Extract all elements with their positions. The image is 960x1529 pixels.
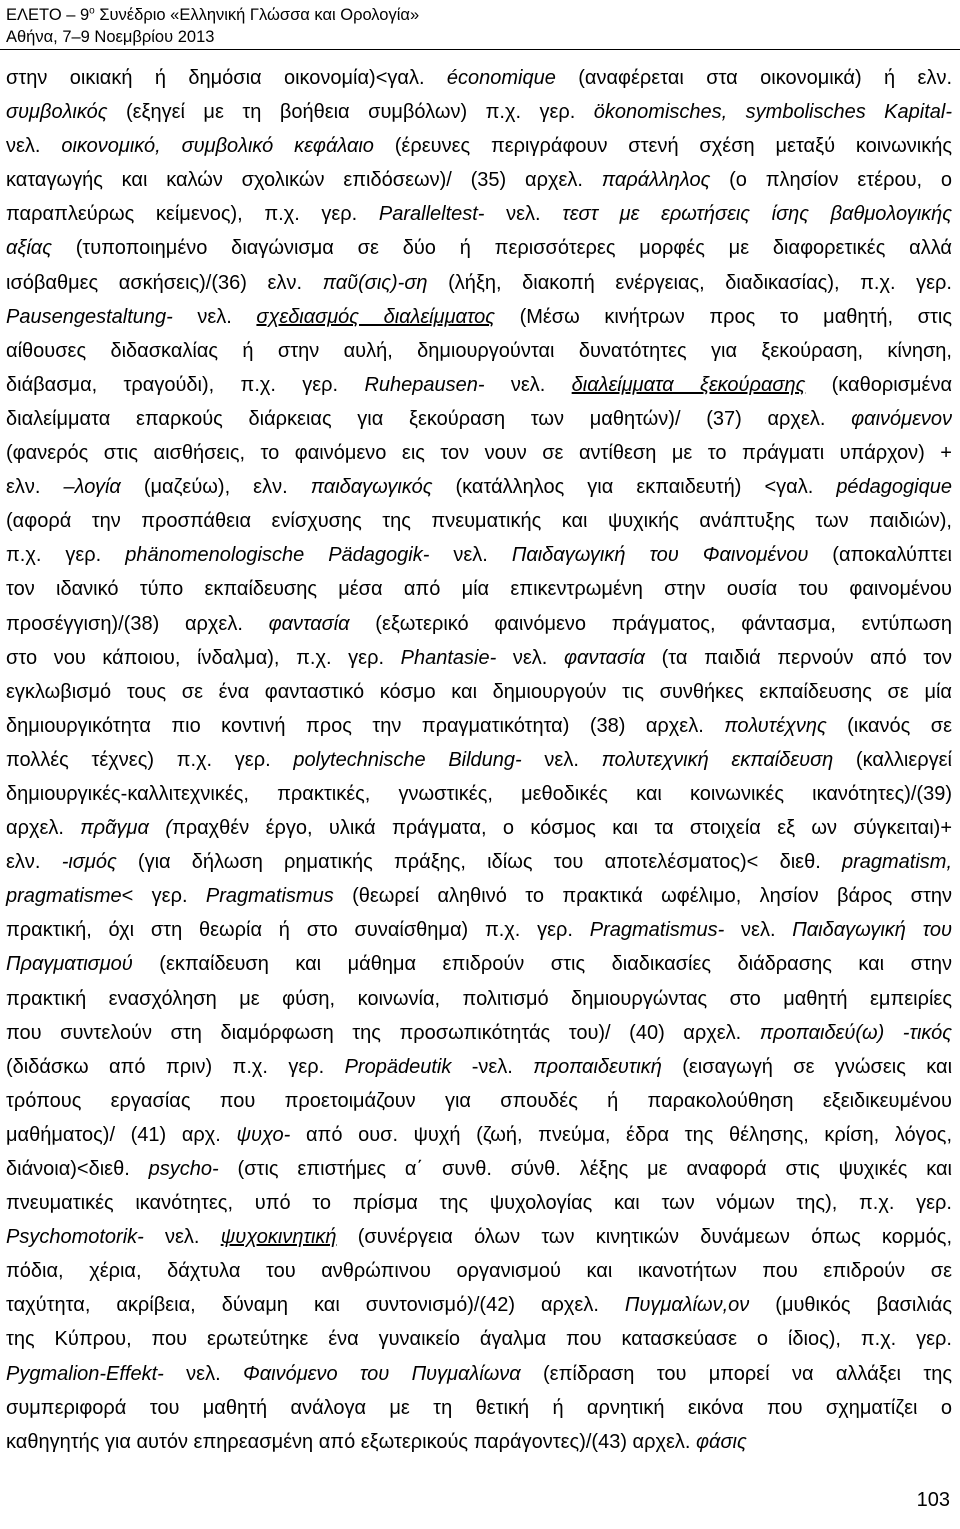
text-line [6,1050,952,1084]
text-line [6,947,952,981]
text-segment: (κατάλληλος για εκπαιδευτή) <γαλ. [432,476,837,499]
text-line [6,1152,952,1186]
italic-term: Ruhepausen- [364,373,485,396]
text-segment: τρόπους εργασίας που προετοιμάζουν για σπουδές ή παρακολούθηση εξειδικευμένου [6,1089,952,1112]
header-divider [0,49,960,50]
text-segment: νελ. [172,305,257,328]
text-segment: (Μέσω κινήτρων προς το μαθητή, στις [495,305,952,328]
text-segment: ελν. [6,476,64,499]
running-header [6,4,646,48]
text-segment: νελ. [163,1362,243,1385]
italic-term: Παιδαγωγική του [792,919,952,942]
text-segment: διάνοια)<διεθ. [6,1158,149,1180]
text-line [6,641,952,675]
italic-term: pédagogique [836,476,952,499]
text-line [6,1254,952,1288]
text-segment: εγκλωβισμό τους σε ένα φανταστικό κόσμο και δημιουργούν τις συνθήκες εκπαίδευσης σε μία [6,680,952,703]
text-segment: πραχθέν έργο, υλικά πράγματα, ο κόσμος και τα στοιχεία εξ ων σύγκειται)+ [171,817,953,840]
italic-term: πολυτεχνική εκπαίδευση [601,748,834,771]
header-ordinal: ο [89,5,95,17]
text-line [6,197,952,231]
text-line [6,1357,952,1391]
text-segment: στην οικιακή ή δημόσια οικονομία)<γαλ. [6,67,447,89]
text-line [6,572,952,606]
text-segment: (εξηγεί με τη βοήθεια συμβόλων) π.χ. γερ. [107,101,594,124]
text-segment: νελ. [724,919,793,942]
text-line [6,95,952,129]
text-segment: (φανερός στις αισθήσεις, το φαινόμενο εις τον νουν σε αντίθεση με το πράγματι υπάρχον) + [6,442,952,465]
italic-term: φαινόμενον [851,407,952,430]
text-segment: νελ. [496,646,564,669]
italic-term: -ισμός [61,851,117,874]
underlined-term: ψυχοκινητική [220,1226,337,1249]
main-text [6,61,952,1459]
italic-term: προπαιδευτική [533,1055,662,1078]
italic-term: Pygmalion-Effekt- [6,1362,164,1385]
text-segment: (έρευνες περιγράφουν στενή σχέση μεταξύ κοινωνικής [373,135,952,158]
text-segment: νελ. [429,544,512,567]
italic-term: φάσις [696,1430,747,1453]
italic-term: Παιδαγωγική του Φαινομένου [511,544,809,567]
text-segment: π.χ. γερ. [6,544,126,567]
italic-term: Propädeutik [344,1055,452,1078]
text-segment: (αποκαλύπτει [808,544,952,567]
text-segment: δημιουργικότητα πιο κοντινή προς την πραγματικότητα) (38) αρχελ. [6,714,725,737]
header-title [6,4,646,26]
text-line [6,266,952,300]
text-segment: (για δήλωση ρηματικής πράξης, ιδίως του αποτελέσματος)< διεθ. [116,851,842,874]
italic-term: Pragmatismus- [589,919,725,942]
text-segment: αίθουσες διδασκαλίας ή στην αυλή, δημιουργούνται δυνατότητες για ξεκούραση, κίνηση, [6,339,952,362]
text-segment: (καλλιεργεί [833,748,952,771]
italic-term: Psychomotorik- [6,1226,144,1249]
text-segment: < γερ. [121,885,206,908]
text-segment: (καθορισμένα [805,373,953,396]
text-segment: ταχύτητα, ακρίβεια, δύναμη και συντονισμό)/(42) αρχελ. [6,1294,625,1317]
text-segment: που συντελούν στη διαμόρφωση της προσωπικότητάς του)/ (40) αρχελ. [6,1021,760,1044]
text-segment: νελ. [521,748,602,771]
italic-term: προπαιδεύ(ω) -τικός [759,1021,952,1044]
text-line [6,1118,952,1152]
italic-term: psycho- [148,1158,219,1180]
header-date-place: Αθήνα, 7–9 Νοεμβρίου 2013 [6,28,215,46]
text-line [6,231,952,265]
text-line [6,163,952,197]
text-segment: διαλείμματα επαρκούς διάρκειας για ξεκούραση των μαθητών)/ (37) αρχελ. [6,407,852,430]
text-segment: πόδια, χέρια, δάχτυλα του ανθρώπινου οργανισμού και ικανοτήτων που επιδρούν σε [6,1260,952,1283]
text-segment: (μαζεύω), ελν. [120,476,311,499]
text-segment: (επίδραση του μπορεί να αλλάξει της [520,1362,952,1385]
text-line [6,61,952,95]
italic-term: phänomenologische Pädagogik- [125,544,430,567]
text-line [6,777,952,811]
text-segment: (συνέργεια όλων των κινητικών δυνάμεων όπως κορμός, [336,1226,953,1249]
underlined-term: σχεδιασμός διαλείμματος [256,305,495,328]
text-segment: ελν. [6,851,62,874]
text-line [6,470,952,504]
text-line [6,334,952,368]
text-segment: ισόβαθμες ασκήσεις)/(36) ελν. [6,271,323,294]
text-segment: (τα παιδιά περνούν από τον [644,646,952,669]
text-line [6,300,952,334]
italic-term: παῦ(σις)-ση [322,271,428,294]
text-segment: πνευματικές ικανότητες, υπό το πρίσμα της ψυχολογίας και των νόμων της), π.χ. γερ. [6,1192,952,1215]
text-line [6,368,952,402]
text-segment: της Κύπρου, που ερωτεύτηκε ένα γυναικείο άγαλμα που κατασκεύασε ο ίδιος), π.χ. γερ. [6,1328,952,1351]
text-line [6,1425,952,1459]
text-line [6,129,952,163]
italic-term: Pausengestaltung- [6,305,173,328]
text-segment: (μυθικός βασιλιάς [749,1294,952,1317]
text-segment: καταγωγής και καλών σχολικών επιδόσεων)/ (35) αρχελ. [6,169,602,192]
text-line [6,1220,952,1254]
text-segment: πρακτική, όχι στη θεωρία ή στο συναίσθημα) π.χ. γερ. [6,919,590,942]
text-line [6,709,952,743]
text-segment: νελ. [6,135,62,158]
text-line [6,982,952,1016]
underlined-term: διαλείμματα ξεκούρασης [571,373,806,396]
header-title-rest: Συνέδριο «Ελληνική Γλώσσα και Ορολογία» [94,6,420,24]
text-segment: προσέγγιση)/(38) αρχελ. [6,612,269,635]
text-segment: (αναφέρεται στα οικονομικά) ή ελν. [555,67,952,89]
text-segment: (αφορά την προσπάθεια ενίσχυσης της πνευματικής και ψυχικής ανάπτυξης των παιδιών), [6,510,952,533]
text-segment: (τυποποιημένο διαγώνισμα σε δύο ή περισσότερες μορφές με διαφορετικές αλλά [51,237,952,260]
text-line [6,1288,952,1322]
text-segment: νελ. [484,203,563,226]
text-line [6,1186,952,1220]
text-segment: (εισαγωγή σε γνώσεις και [661,1055,953,1078]
text-line [6,675,952,709]
page-number: 103 [916,1489,950,1511]
text-line [6,845,952,879]
italic-term: pragmatisme [6,885,122,908]
text-segment: στο νου κάποιου, ίνδαλμα), π.χ. γερ. [6,646,401,669]
italic-term: polytechnische Bildung- [293,748,522,771]
italic-term: Φαινόμενο του Πυγμαλίωνα [243,1362,521,1385]
italic-term: τεστ με ερωτήσεις ίσης βαθμολογικής [562,203,952,226]
text-line [6,1391,952,1425]
text-line [6,1322,952,1356]
text-segment: τον ιδανικό τύπο εκπαίδευσης μέσα από μία επικεντρωμένη στην ουσία του φαινομένου [6,578,952,601]
italic-term: Πυγμαλίων,ον [624,1294,750,1317]
text-segment: πολλές τέχνες) π.χ. γερ. [6,748,294,771]
text-segment: (εξωτερικό φαινόμενο πράγματος, φάντασμα, εντύπωση [349,612,952,635]
text-line [6,1016,952,1050]
text-segment: διάβασμα, τραγούδι), π.χ. γερ. [6,373,365,396]
italic-term: συμβολικός [6,101,108,124]
italic-term: économique [446,67,556,89]
italic-term: πολυτέχνης [724,714,827,737]
text-segment: νελ. [143,1226,221,1249]
italic-term: αξίας [6,237,52,260]
italic-term: Phantasie- [400,646,497,669]
text-segment: (ικανός σε [826,714,952,737]
italic-term: ökonomisches, symbolisches Kapital- [593,101,952,124]
text-line [6,607,952,641]
header-title-text: ΕΛΕΤΟ – 9 [6,6,90,24]
text-line [6,1084,952,1118]
text-line [6,538,952,572]
italic-term: Pragmatismus [205,885,334,908]
text-line [6,743,952,777]
text-segment: (εκπαίδευση και μάθημα επιδρούν στις διαδικασίες διάδρασης και στην [132,953,952,976]
text-segment: (διδάσκω από πριν) π.χ. γερ. [6,1055,345,1078]
text-segment: καθηγητής για αυτόν επηρεασμένη από εξωτερικούς παράγοντες)/(43) αρχελ. [6,1430,696,1453]
text-segment: (στις επιστήμες α΄ συνθ. σύνθ. λέξης με αναφορά στις ψυχικές και [218,1158,952,1180]
text-segment: από ουσ. ψυχή (ζωή, πνεύμα, έδρα της θέλησης, κρίση, λόγος, [290,1123,952,1146]
italic-term: Paralleltest- [378,203,485,226]
italic-term: οικονομικό, συμβολικό κεφάλαιο [61,135,374,158]
text-segment: (λήξη, διακοπή ενέργειας, διαδικασίας), π.χ. γερ. [427,271,952,294]
text-segment: αρχελ. [6,817,81,840]
text-line [6,436,952,470]
text-line [6,811,952,845]
text-segment: συμπεριφορά του μαθητή ανάλογα με τη θετική ή αρνητική εικόνα που σχηματίζει ο [6,1396,952,1419]
italic-term: ψυχο- [236,1123,291,1146]
text-segment: παραπλεύρως κείμενος), π.χ. γερ. [6,203,379,226]
italic-term: –λογία [63,476,121,499]
text-segment: (ο πλησίον ετέρου, ο [710,169,952,192]
text-segment: (θεωρεί αληθινό το πρακτικά ωφέλιμο, λησίον βάρος στην [333,885,952,908]
text-line [6,879,952,913]
italic-term: πρᾶγμα ( [80,817,172,840]
italic-term: pragmatism, [841,851,953,874]
italic-term: Πραγματισμού [6,953,133,976]
text-segment: νελ. [484,373,572,396]
text-line [6,913,952,947]
italic-term: παιδαγωγικός [310,476,433,499]
text-segment: πρακτική ενασχόληση με φύση, κοινωνία, πολιτισμό δημιουργώντας στο μαθητή εμπειρίες [6,987,952,1010]
italic-term: παράλληλος [601,169,711,192]
italic-term: φαντασία [268,612,350,635]
text-line [6,402,952,436]
italic-term: φαντασία [564,646,645,669]
text-line [6,504,952,538]
text-segment: μαθήματος)/ (41) αρχ. [6,1123,237,1146]
text-segment: δημιουργικές-καλλιτεχνικές, πρακτικές, γνωστικές, μεθοδικές και κοινωνικές ικανότητες)/(39) [6,782,952,805]
text-segment: -νελ. [451,1055,534,1078]
